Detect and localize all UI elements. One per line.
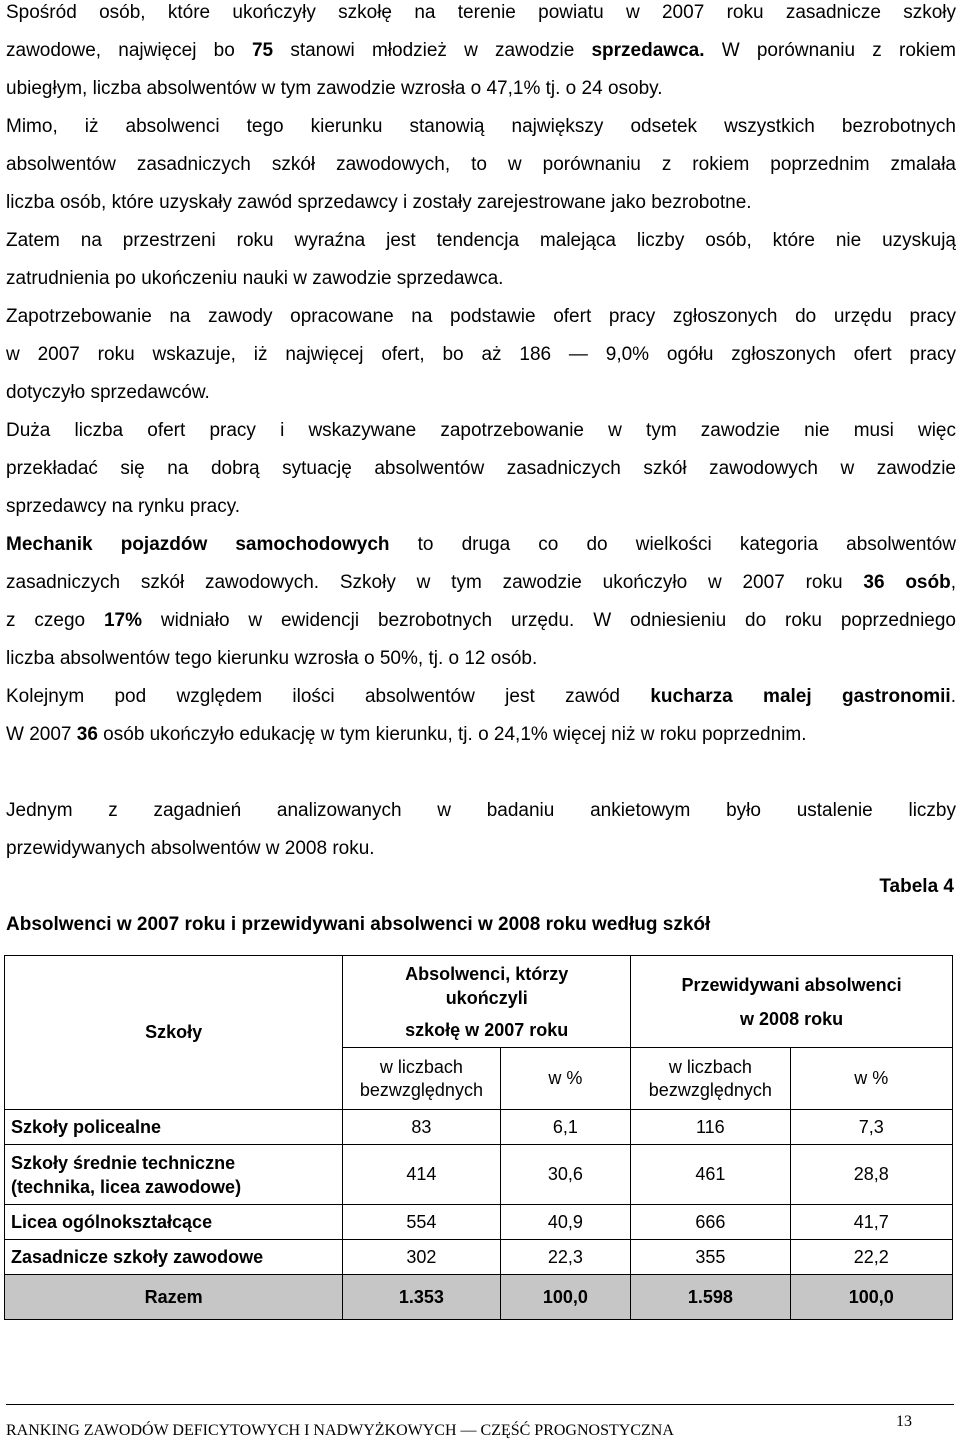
paragraph-line: Mechanik pojazdów samochodowych to druga co do wielkości kategoria absolwentów — [6, 534, 956, 555]
table-header-row — [5, 956, 953, 1048]
paragraph-line: Zapotrzebowanie na zawody opracowane na podstawie ofert pracy zgłoszonych do urzędu pracy — [6, 306, 956, 327]
table-row — [5, 1110, 953, 1145]
table-row — [5, 1205, 953, 1240]
total-pred-pct: 100,0 — [790, 1275, 952, 1320]
paragraph-line: zatrudnienia po ukończeniu nauki w zawodzie sprzedawca. — [6, 268, 504, 289]
page-number: 13 — [896, 1413, 912, 1430]
paragraph-line: dotyczyło sprzedawców. — [6, 382, 210, 403]
cell-grad-pct: 6,1 — [500, 1110, 631, 1145]
footer-title: RANKING ZAWODÓW DEFICYTOWYCH I NADWYŻKOWYCH — CZĘŚĆ PROGNOSTYCZNA — [6, 1422, 674, 1439]
cell-grad-abs: 414 — [343, 1145, 500, 1205]
total-label: Razem — [5, 1275, 343, 1320]
cell-pred-pct: 41,7 — [790, 1205, 952, 1240]
paragraph-line: Jednym z zagadnień analizowanych w badaniu ankietowym było ustalenie liczby — [6, 800, 956, 821]
table-row — [5, 1145, 953, 1205]
cell-grad-pct: 40,9 — [500, 1205, 631, 1240]
row-school-name: Szkoły policealne — [5, 1110, 343, 1145]
header-predicted-2008: Przewidywani absolwenci w 2008 roku — [631, 956, 953, 1048]
cell-grad-pct: 30,6 — [500, 1145, 631, 1205]
paragraph-line: W 2007 36 osób ukończyło edukację w tym kierunku, tj. o 24,1% więcej niż w roku poprzednim. — [6, 724, 807, 745]
paragraph-line: Zatem na przestrzeni roku wyraźna jest tendencja malejąca liczby osób, które nie uzyskują — [6, 230, 956, 251]
header-abs-numbers: w liczbach bezwzględnych — [343, 1048, 500, 1110]
total-pred-abs: 1.598 — [631, 1275, 790, 1320]
header-percent: w % — [790, 1048, 952, 1110]
paragraph-line: Mimo, iż absolwenci tego kierunku stanowią największy odsetek wszystkich bezrobotnych — [6, 116, 956, 137]
paragraph-line: z czego 17% widniało w ewidencji bezrobotnych urzędu. W odniesieniu do roku poprzedniego — [6, 610, 956, 631]
cell-pred-abs: 116 — [631, 1110, 790, 1145]
total-grad-abs: 1.353 — [343, 1275, 500, 1320]
cell-pred-pct: 22,2 — [790, 1240, 952, 1275]
cell-pred-pct: 7,3 — [790, 1110, 952, 1145]
header-graduates-2007: Absolwenci, którzy ukończyli szkołę w 2007 roku — [343, 956, 631, 1048]
paragraph-line: Kolejnym pod względem ilości absolwentów jest zawód kucharza malej gastronomii. — [6, 686, 956, 707]
cell-pred-abs: 461 — [631, 1145, 790, 1205]
paragraph-line: zawodowe, najwięcej bo 75 stanowi młodzież w zawodzie sprzedawca. W porównaniu z rokiem — [6, 40, 956, 61]
row-school-name: Licea ogólnokształcące — [5, 1205, 343, 1240]
cell-pred-pct: 28,8 — [790, 1145, 952, 1205]
paragraph-line: przekładać się na dobrą sytuację absolwentów zasadniczych szkół zawodowych w zawodzie — [6, 458, 956, 479]
cell-pred-abs: 355 — [631, 1240, 790, 1275]
paragraph-line: absolwentów zasadniczych szkół zawodowych, to w porównaniu z rokiem poprzednim zmalała — [6, 154, 956, 175]
footer-divider — [6, 1404, 954, 1405]
header-abs-numbers: w liczbach bezwzględnych — [631, 1048, 790, 1110]
row-school-name: Szkoły średnie techniczne (technika, licea zawodowe) — [5, 1145, 343, 1205]
paragraph-line: ubiegłym, liczba absolwentów w tym zawodzie wzrosła o 47,1% tj. o 24 osoby. — [6, 78, 663, 99]
header-schools: Szkoły — [5, 956, 343, 1110]
cell-grad-pct: 22,3 — [500, 1240, 631, 1275]
cell-grad-abs: 554 — [343, 1205, 500, 1240]
data-table — [4, 955, 953, 1320]
cell-grad-abs: 302 — [343, 1240, 500, 1275]
paragraph-line: sprzedawcy na rynku pracy. — [6, 496, 241, 517]
paragraph-line: w 2007 roku wskazuje, iż najwięcej ofert, bo aż 186 — 9,0% ogółu zgłoszonych ofert pracy — [6, 344, 956, 365]
paragraph-line: liczba absolwentów tego kierunku wzrosła o 50%, tj. o 12 osób. — [6, 648, 538, 669]
header-percent: w % — [500, 1048, 631, 1110]
row-school-name: Zasadnicze szkoły zawodowe — [5, 1240, 343, 1275]
paragraph-line: Spośród osób, które ukończyły szkołę na terenie powiatu w 2007 roku zasadnicze szkoły — [6, 2, 956, 23]
cell-grad-abs: 83 — [343, 1110, 500, 1145]
paragraph-line: liczba osób, które uzyskały zawód sprzedawcy i zostały zarejestrowane jako bezrobotne. — [6, 192, 752, 213]
table-row — [5, 1240, 953, 1275]
table-title: Absolwenci w 2007 roku i przewidywani absolwenci w 2008 roku według szkół — [6, 914, 711, 935]
table-label: Tabela 4 — [879, 876, 954, 897]
paragraph-line: przewidywanych absolwentów w 2008 roku. — [6, 838, 375, 859]
cell-pred-abs: 666 — [631, 1205, 790, 1240]
paragraph-line: zasadniczych szkół zawodowych. Szkoły w tym zawodzie ukończyło w 2007 roku 36 osób, — [6, 572, 956, 593]
total-grad-pct: 100,0 — [500, 1275, 631, 1320]
paragraph-line: Duża liczba ofert pracy i wskazywane zapotrzebowanie w tym zawodzie nie musi więc — [6, 420, 956, 441]
table-total-row — [5, 1275, 953, 1320]
